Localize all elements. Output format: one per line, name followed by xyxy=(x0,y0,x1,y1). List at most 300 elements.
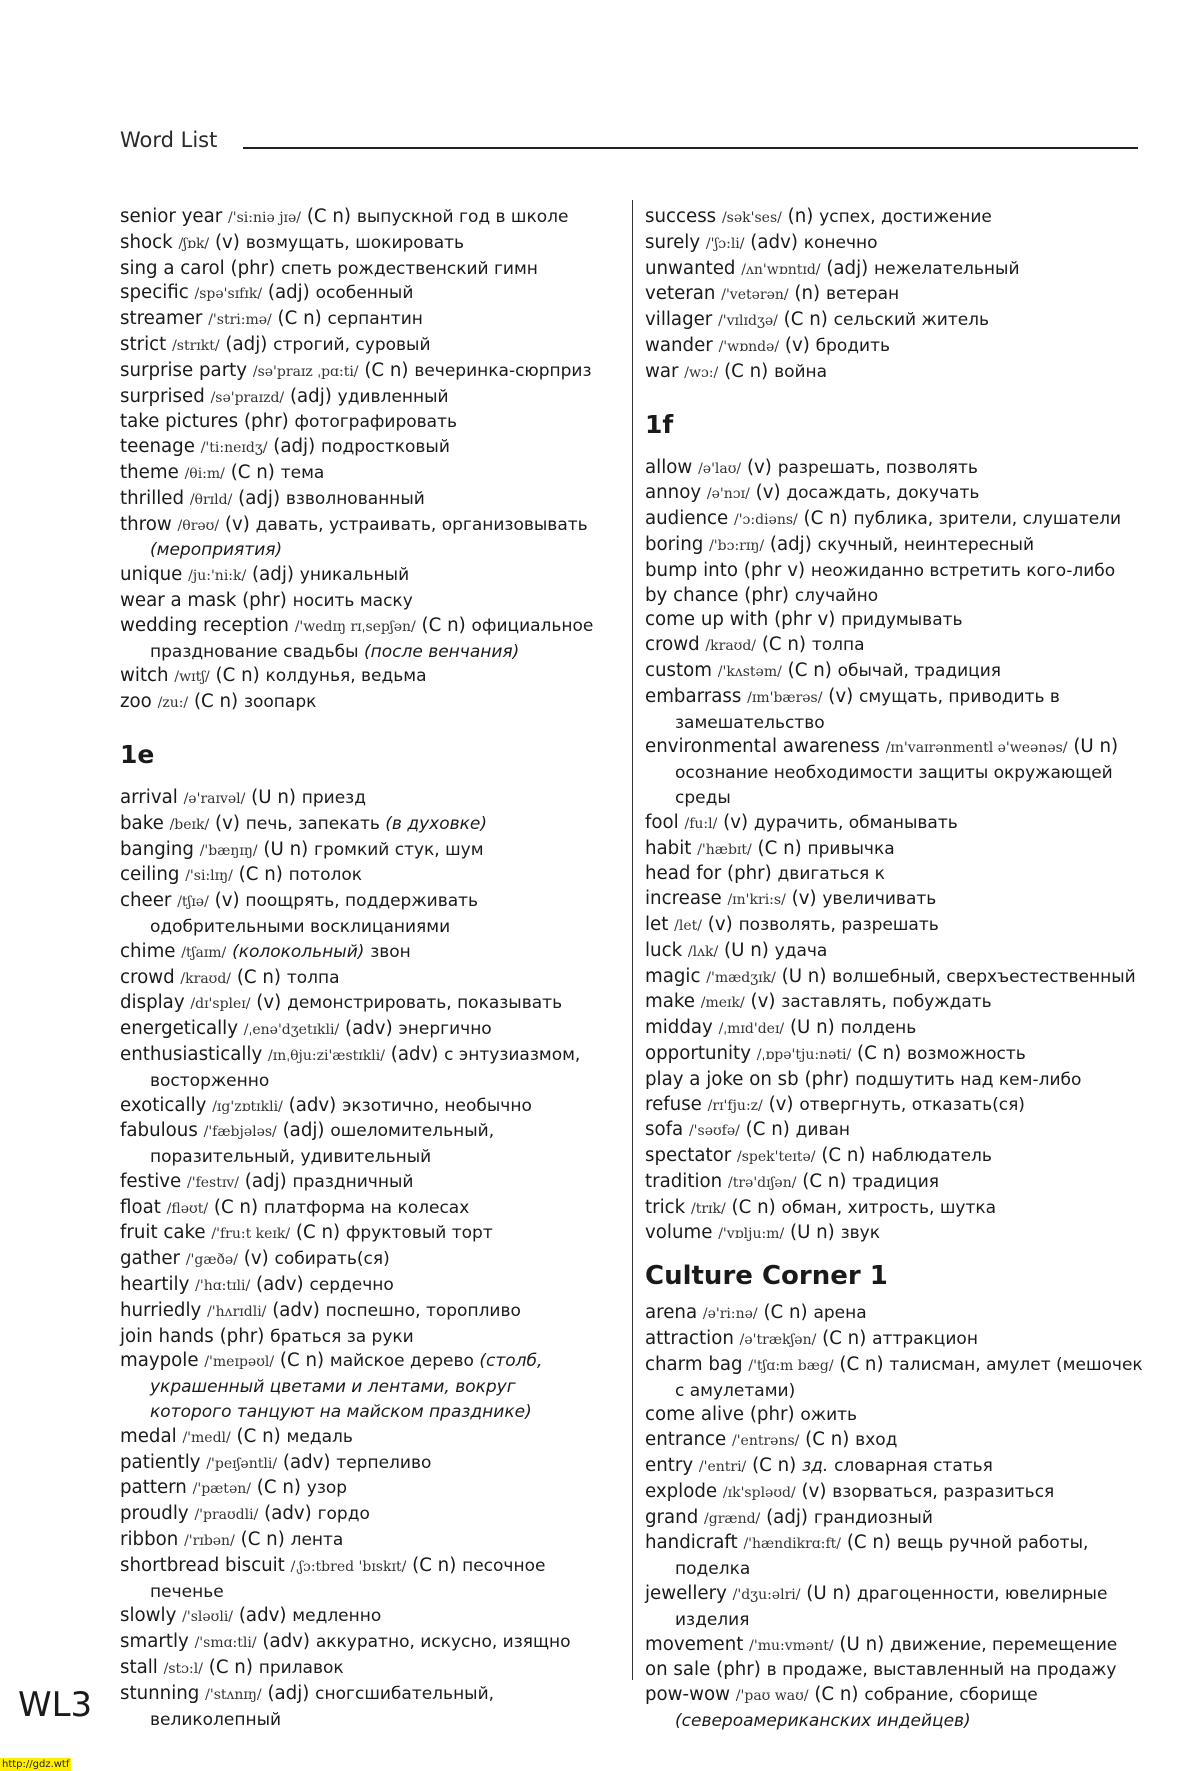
entry-translation: потолок xyxy=(288,865,363,886)
word-entry xyxy=(645,481,1150,507)
entry-word: bake xyxy=(120,812,164,834)
entry-line xyxy=(120,1682,620,1708)
entry-translation: аттракцион xyxy=(872,1329,978,1350)
word-entry xyxy=(120,410,620,435)
entry-word: boring xyxy=(645,533,704,555)
entry-translation: медленно xyxy=(292,1606,382,1627)
entry-line xyxy=(645,811,1150,837)
entry-part-of-speech: (v) xyxy=(214,231,240,253)
entry-translation: официальное xyxy=(471,615,594,636)
entry-part-of-speech: (U n) xyxy=(251,786,296,808)
entry-translation: движение, перемещение xyxy=(889,1634,1118,1655)
entry-part-of-speech: (v) xyxy=(256,992,282,1014)
entry-part-of-speech: (phr) xyxy=(243,411,289,433)
entry-continuation xyxy=(120,1400,620,1425)
entry-translation: диван xyxy=(795,1120,851,1141)
entry-word: bump into xyxy=(645,559,738,581)
word-entry xyxy=(645,1327,1150,1353)
entry-continuation xyxy=(645,1709,1150,1734)
entry-line xyxy=(645,633,1150,659)
entry-translation: традиция xyxy=(852,1171,939,1192)
entry-line xyxy=(645,1531,1150,1557)
entry-part-of-speech: (C n) xyxy=(814,1684,859,1706)
entry-pronunciation: /'si:lɪŋ/ xyxy=(185,868,233,885)
entry-part-of-speech: (C n) xyxy=(821,1145,866,1167)
entry-line xyxy=(645,1221,1150,1247)
entry-word: entrance xyxy=(645,1429,727,1451)
entry-translation: строгий, суровый xyxy=(273,334,431,355)
word-entry xyxy=(120,1017,620,1043)
entry-pronunciation: /ə'nɔɪ/ xyxy=(706,486,750,503)
word-entry xyxy=(120,614,620,665)
entry-translation: песочное xyxy=(462,1555,546,1576)
entry-word: festive xyxy=(120,1170,182,1192)
entry-translation: привычка xyxy=(807,838,895,859)
entry-translation: придумывать xyxy=(841,610,963,631)
word-entry xyxy=(645,308,1150,334)
entry-line xyxy=(645,1068,1150,1093)
entry-line xyxy=(120,1247,620,1273)
entry-part-of-speech: (v) xyxy=(723,811,749,833)
entry-part-of-speech: (v) xyxy=(801,1480,827,1502)
word-entry xyxy=(120,1682,620,1733)
entry-line xyxy=(645,1353,1150,1379)
entry-word: sofa xyxy=(645,1119,684,1141)
entry-line xyxy=(645,334,1150,360)
entry-part-of-speech: (phr) xyxy=(749,1404,795,1426)
entry-line xyxy=(645,965,1150,991)
word-entry xyxy=(120,1451,620,1477)
entry-pronunciation: /ɪm'bærəs/ xyxy=(747,689,823,706)
entry-word: fabulous xyxy=(120,1120,198,1142)
entry-part-of-speech: (adj) xyxy=(289,385,332,407)
word-entry xyxy=(645,1042,1150,1068)
entry-part-of-speech: (C n) xyxy=(421,614,466,636)
entry-part-of-speech: (v) xyxy=(224,513,250,535)
word-entry xyxy=(120,863,620,889)
entry-part-of-speech: (v) xyxy=(791,888,817,910)
entry-word: veteran xyxy=(645,283,716,305)
entry-continuation xyxy=(120,915,620,940)
word-entry xyxy=(645,913,1150,939)
word-entry xyxy=(645,584,1150,609)
entry-line xyxy=(120,487,620,513)
entry-word: maypole xyxy=(120,1350,199,1372)
word-entry xyxy=(645,887,1150,913)
entry-part-of-speech: (adv) xyxy=(750,231,798,253)
entry-word: wander xyxy=(645,334,713,356)
entry-translation: толпа xyxy=(811,635,865,656)
entry-translation: демонстрировать, показывать xyxy=(287,993,563,1014)
entry-word: opportunity xyxy=(645,1042,751,1064)
word-entry xyxy=(645,862,1150,887)
entry-pronunciation: /'praʊdli/ xyxy=(194,1507,259,1524)
entry-translation: медаль xyxy=(286,1426,353,1447)
entry-continuation xyxy=(120,1375,620,1400)
entry-translation: удивленный xyxy=(337,386,449,407)
entry-line xyxy=(645,1016,1150,1042)
entry-translation: разрешать, позволять xyxy=(777,457,978,478)
word-entry xyxy=(645,608,1150,633)
word-entry xyxy=(645,1633,1150,1659)
entry-continuation xyxy=(645,1379,1150,1404)
entry-word: fool xyxy=(645,811,679,833)
word-entry xyxy=(120,966,620,992)
word-entry xyxy=(120,385,620,411)
entry-translation: среды xyxy=(675,787,731,808)
entry-line xyxy=(645,308,1150,334)
entry-translation: нежелательный xyxy=(874,258,1020,279)
entry-pronunciation: /ˌenə'dʒetɪkli/ xyxy=(243,1022,340,1039)
entry-translation: браться за руки xyxy=(270,1326,414,1347)
entry-translation: экзотично, необычно xyxy=(342,1095,532,1116)
entry-line xyxy=(120,563,620,589)
entry-part-of-speech: (C n) xyxy=(364,359,409,381)
entry-translation: сельский житель xyxy=(833,310,990,331)
entry-line xyxy=(120,991,620,1017)
page-header xyxy=(120,128,1138,158)
entry-translation: досаждать, докучать xyxy=(786,483,980,504)
entry-line xyxy=(120,690,620,716)
entry-line xyxy=(645,735,1150,761)
entry-pronunciation: /stɔ:l/ xyxy=(163,1661,203,1678)
header-title: Word List xyxy=(120,128,218,152)
entry-pronunciation: /'stri:mə/ xyxy=(208,312,272,329)
entry-word: ceiling xyxy=(120,864,180,886)
entry-pronunciation: /trə'dɪʃən/ xyxy=(728,1174,797,1191)
entry-translation: вечеринка-сюрприз xyxy=(414,360,592,381)
entry-line xyxy=(120,513,620,539)
entry-part-of-speech: (U n) xyxy=(263,838,309,860)
entry-part-of-speech: (U n) xyxy=(839,1633,885,1655)
entry-translation: грандиозный xyxy=(813,1507,933,1528)
entry-translation: взорваться, разразиться xyxy=(832,1481,1055,1502)
word-entry xyxy=(645,1582,1150,1633)
entry-word: shock xyxy=(120,231,173,253)
entry-pronunciation: /'fru:t keɪk/ xyxy=(211,1226,291,1243)
entry-word: come up with xyxy=(645,609,769,631)
entry-word: by chance xyxy=(645,584,739,606)
entry-word: tradition xyxy=(645,1170,723,1192)
entry-line xyxy=(120,410,620,435)
entry-translation: арена xyxy=(813,1303,867,1324)
entry-pronunciation: /rɪ'fju:z/ xyxy=(707,1097,763,1114)
entry-word: theme xyxy=(120,461,179,483)
entry-line xyxy=(645,887,1150,913)
word-entry xyxy=(645,965,1150,991)
entry-part-of-speech: (phr) xyxy=(242,589,287,611)
entry-word: luck xyxy=(645,939,683,961)
entry-continuation xyxy=(120,640,620,665)
entry-word: jewellery xyxy=(645,1583,727,1605)
entry-part-of-speech: (C n) xyxy=(763,1302,808,1324)
entry-translation: ошеломительный, xyxy=(330,1121,495,1142)
entry-word: crowd xyxy=(645,634,700,656)
entry-line xyxy=(645,1327,1150,1353)
entry-line xyxy=(120,1094,620,1120)
entry-part-of-speech: (adj) xyxy=(826,257,869,279)
entry-translation: приезд xyxy=(301,787,366,808)
entry-part-of-speech: (adj) xyxy=(252,564,294,586)
entry-word: float xyxy=(120,1196,161,1218)
section-heading: 1e xyxy=(120,739,155,769)
entry-pronunciation: /'meɪpəʊl/ xyxy=(204,1354,275,1371)
word-entry xyxy=(120,1221,620,1247)
entry-pronunciation: /'sləʊli/ xyxy=(182,1609,234,1626)
entry-pronunciation: /'entrəns/ xyxy=(731,1433,800,1450)
entry-word: war xyxy=(645,360,679,382)
entry-pronunciation: /ɪn'vaɪrənmentl ə'weənəs/ xyxy=(885,740,1068,757)
left-column xyxy=(120,205,620,1732)
entry-part-of-speech: (adv) xyxy=(238,1605,287,1627)
entry-word: display xyxy=(120,992,185,1014)
entry-translation: майское дерево xyxy=(329,1351,480,1372)
entry-part-of-speech: (U n) xyxy=(781,965,827,987)
entry-line xyxy=(645,1428,1150,1454)
entry-pronunciation: /zu:/ xyxy=(157,695,189,712)
entry-word: villager xyxy=(645,309,713,331)
right-column xyxy=(645,205,1150,1734)
entry-translation: драгоценности, ювелирные xyxy=(856,1584,1108,1605)
entry-translation: полдень xyxy=(840,1018,917,1039)
entry-translation: замешательство xyxy=(675,712,825,733)
entry-translation: собирать(ся) xyxy=(274,1249,390,1270)
word-entry xyxy=(645,811,1150,837)
entry-word: heartily xyxy=(120,1274,190,1296)
entry-continuation xyxy=(120,1069,620,1094)
entry-line xyxy=(645,456,1150,482)
entry-line xyxy=(120,281,620,307)
entry-note: (колокольный) xyxy=(232,941,365,962)
entry-pronunciation: /fu:l/ xyxy=(684,815,718,832)
word-entry xyxy=(120,333,620,359)
entry-line xyxy=(645,685,1150,711)
entry-part-of-speech: (v) xyxy=(750,991,776,1013)
entry-word: stunning xyxy=(120,1682,200,1704)
word-entry xyxy=(120,690,620,716)
entry-line xyxy=(120,786,620,812)
entry-translation: ветеран xyxy=(825,284,900,305)
entry-word: surprise party xyxy=(120,359,248,381)
entry-pronunciation: /ə'trækʃən/ xyxy=(739,1332,817,1349)
entry-translation: колдунья, ведьма xyxy=(265,666,427,687)
entry-translation: заставлять, побуждать xyxy=(781,992,992,1013)
word-entry xyxy=(120,281,620,307)
entry-word: witch xyxy=(120,665,169,687)
entry-word: habit xyxy=(645,837,692,859)
word-entry xyxy=(645,1221,1150,1247)
entry-word: on sale xyxy=(645,1659,711,1681)
entry-part-of-speech: (adj) xyxy=(769,533,812,555)
page-number: WL3 xyxy=(18,1685,93,1725)
entry-part-of-speech: (C n) xyxy=(846,1532,892,1554)
entry-pronunciation: /'dʒu:əlri/ xyxy=(732,1587,801,1604)
entry-pronunciation: /θrɪld/ xyxy=(189,491,233,508)
entry-word: custom xyxy=(645,659,712,681)
word-entry xyxy=(120,1325,620,1350)
entry-pronunciation: /grænd/ xyxy=(704,1510,761,1527)
word-entry xyxy=(645,205,1150,231)
entry-pronunciation: /ʌn'wɒntɪd/ xyxy=(741,261,821,278)
entry-translation: публика, зрители, слушатели xyxy=(853,509,1122,530)
word-entry xyxy=(645,990,1150,1016)
entry-pronunciation: /'mu:vmənt/ xyxy=(749,1637,834,1654)
word-entry xyxy=(645,1144,1150,1170)
entry-line xyxy=(120,1221,620,1247)
entry-pronunciation: /'vetərən/ xyxy=(721,287,789,304)
entry-line xyxy=(120,838,620,864)
entry-part-of-speech: (U n) xyxy=(724,939,769,961)
entry-word: senior year xyxy=(120,206,223,227)
entry-continuation xyxy=(120,1580,620,1605)
word-entry xyxy=(120,1119,620,1170)
word-entry xyxy=(120,307,620,333)
entry-translation: собрание, сборище xyxy=(864,1685,1038,1706)
word-entry xyxy=(120,838,620,864)
entry-part-of-speech: (U n) xyxy=(1073,736,1119,758)
word-entry xyxy=(120,786,620,812)
entry-translation: позволять, разрешать xyxy=(738,914,939,935)
entry-word: arrival xyxy=(120,786,178,808)
entry-line xyxy=(120,1273,620,1299)
entry-translation: узор xyxy=(306,1478,348,1499)
entry-pronunciation: /'entri/ xyxy=(698,1459,747,1476)
entry-note: (в духовке) xyxy=(385,813,487,834)
entry-word: smartly xyxy=(120,1631,189,1653)
entry-part-of-speech: (adj) xyxy=(282,1120,325,1142)
entry-part-of-speech: (phr) xyxy=(727,863,772,885)
entry-pronunciation: /'ʃɔ:li/ xyxy=(705,235,745,252)
entry-word: annoy xyxy=(645,482,702,504)
entry-line xyxy=(120,614,620,640)
word-entry xyxy=(645,1170,1150,1196)
entry-pronunciation: /spek'teɪtə/ xyxy=(737,1149,816,1166)
entry-part-of-speech: (phr) xyxy=(219,1325,265,1347)
entry-part-of-speech: (adj) xyxy=(238,487,281,509)
entry-line xyxy=(645,507,1150,533)
word-entry xyxy=(645,507,1150,533)
entry-line xyxy=(120,889,620,915)
entry-pronunciation: /'peɪʃəntli/ xyxy=(206,1455,278,1472)
entry-word: cheer xyxy=(120,890,172,912)
word-entry xyxy=(120,1554,620,1605)
entry-word: proudly xyxy=(120,1503,189,1525)
entry-line xyxy=(645,1480,1150,1506)
entry-translation: возмущать, шокировать xyxy=(245,232,465,253)
entry-pronunciation: /wɔ:/ xyxy=(684,364,719,381)
entry-translation: двигаться к xyxy=(777,864,885,885)
entry-part-of-speech: (n) xyxy=(794,283,821,305)
word-entry xyxy=(120,889,620,940)
word-entry xyxy=(120,991,620,1017)
entry-line xyxy=(120,1425,620,1451)
entry-line xyxy=(120,1017,620,1043)
entry-word: shortbread biscuit xyxy=(120,1554,285,1576)
entry-part-of-speech: (adv) xyxy=(288,1094,337,1116)
entry-pronunciation: /'səʊfə/ xyxy=(688,1123,740,1140)
entry-word: exotically xyxy=(120,1094,207,1116)
entry-word: enthusiastically xyxy=(120,1043,263,1065)
entry-word: attraction xyxy=(645,1328,734,1350)
entry-word: audience xyxy=(645,508,729,530)
entry-part-of-speech: (v) xyxy=(755,482,781,504)
entry-line xyxy=(645,837,1150,863)
entry-pronunciation: /'wedɪŋ rɪˌsepʃən/ xyxy=(294,618,416,635)
entry-line xyxy=(120,1528,620,1554)
entry-part-of-speech: (C n) xyxy=(731,1196,776,1218)
entry-line xyxy=(120,1325,620,1350)
entry-part-of-speech: (C n) xyxy=(802,1170,847,1192)
entry-line xyxy=(120,1554,620,1580)
entry-part-of-speech: (C n) xyxy=(240,1529,285,1551)
entry-word: surely xyxy=(645,231,701,253)
word-entry xyxy=(645,1506,1150,1532)
watermark-link[interactable]: http://gdz.wtf xyxy=(2,1759,70,1770)
entry-word: take pictures xyxy=(120,411,239,433)
entry-part-of-speech: (C n) xyxy=(822,1328,867,1350)
entry-line xyxy=(645,205,1150,231)
entry-translation: наблюдатель xyxy=(871,1146,992,1167)
entry-translation: терпеливо xyxy=(336,1452,432,1473)
word-entry xyxy=(645,633,1150,659)
entry-translation: сногсшибательный, xyxy=(315,1683,495,1704)
entry-word: spectator xyxy=(645,1145,732,1167)
entry-word: energetically xyxy=(120,1018,238,1040)
entry-translation: прилавок xyxy=(258,1658,344,1679)
entry-part-of-speech: (adv) xyxy=(272,1299,320,1321)
entry-pronunciation: /'hʌrɪdli/ xyxy=(207,1303,267,1320)
entry-word: banging xyxy=(120,838,194,860)
entry-note: (после венчания) xyxy=(363,641,520,662)
entry-pronunciation: /sə'praɪz ˌpɑ:ti/ xyxy=(252,363,359,380)
word-entry xyxy=(120,1528,620,1554)
entry-line xyxy=(120,940,620,966)
entry-word: fruit cake xyxy=(120,1222,206,1244)
entry-line xyxy=(645,231,1150,257)
entry-line xyxy=(645,559,1150,584)
entry-translation: увеличивать xyxy=(822,889,937,910)
entry-line xyxy=(120,1476,620,1502)
entry-part-of-speech: (C n) xyxy=(783,309,828,331)
entry-line xyxy=(120,205,620,231)
entry-pronunciation: /trɪk/ xyxy=(691,1200,726,1217)
entry-translation: гордо xyxy=(317,1504,370,1525)
word-entry xyxy=(645,559,1150,584)
entry-pronunciation: /ˌɒpə'tju:nəti/ xyxy=(756,1046,852,1063)
word-entry xyxy=(120,1476,620,1502)
word-entry xyxy=(120,1043,620,1094)
entry-translation: фотографировать xyxy=(294,412,457,433)
entry-word: play a joke on sb xyxy=(645,1068,799,1090)
entry-word: explode xyxy=(645,1480,718,1502)
entry-note: (мероприятия) xyxy=(150,540,283,561)
entry-line xyxy=(645,1301,1150,1327)
entry-translation: конечно xyxy=(803,232,878,253)
entry-word: strict xyxy=(120,333,167,355)
entry-word: come alive xyxy=(645,1404,745,1426)
entry-part-of-speech: (v) xyxy=(746,456,772,478)
entry-word: midday xyxy=(645,1017,713,1039)
entry-line xyxy=(645,584,1150,609)
entry-part-of-speech: (phr v) xyxy=(774,609,836,631)
entry-translation: толпа xyxy=(286,967,340,988)
word-entry xyxy=(120,1630,620,1656)
entry-pronunciation: /'festɪv/ xyxy=(187,1174,239,1191)
entry-word: thrilled xyxy=(120,487,185,509)
entry-word: pow-wow xyxy=(645,1684,730,1706)
word-entry xyxy=(645,1196,1150,1222)
entry-line xyxy=(120,1451,620,1477)
